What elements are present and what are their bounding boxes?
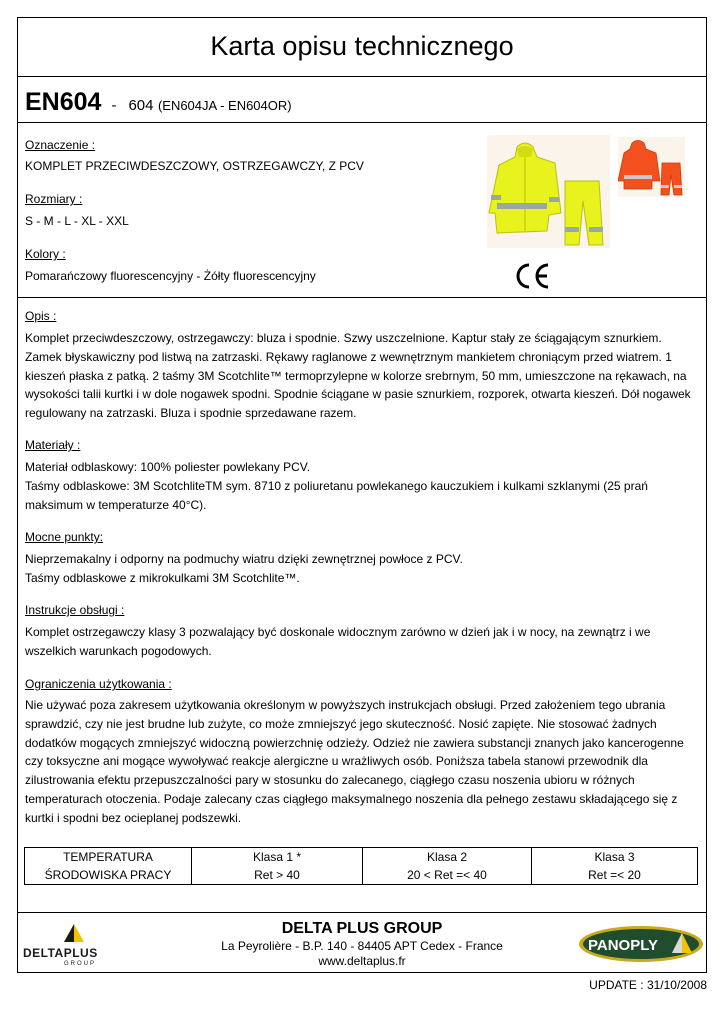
company-name: DELTA PLUS GROUP bbox=[281, 920, 443, 937]
ce-mark-icon bbox=[515, 262, 551, 290]
text-line: Zamek błyskawiczny pod listwą na zatrzaski. Rękawy raglanowe z wewnętrznym mankietem chroniącym przed wiatrem. 1 bbox=[25, 349, 672, 364]
colors-text: Pomarańczowy fluorescencyjny - Żółty fluorescencyjny bbox=[25, 269, 316, 283]
text-line: regulowany na zatrzaski. Bluza i spodnie sprzedawane razem. bbox=[25, 406, 357, 421]
table-row bbox=[25, 848, 698, 867]
designation-text: KOMPLET PRZECIWDESZCZOWY, OSTRZEGAWCZY, Z PCV bbox=[25, 159, 364, 173]
table-cell: Klasa 1 * bbox=[192, 848, 363, 867]
model-range: (EN604JA - EN604OR) bbox=[157, 98, 292, 113]
orange-rain-suit-image bbox=[618, 137, 685, 197]
text-line: dodatków mogących zmniejszyć widoczną powierzchnię odzieży. Odzież nie zawiera substancji znanych jako kancerogenne bbox=[25, 735, 684, 750]
limitations-text bbox=[25, 696, 705, 828]
table-cell: Klasa 3 bbox=[532, 848, 698, 867]
model-number: 604 bbox=[128, 97, 154, 114]
text-line: sprawdzić, czy nie jest brudne lub zużyte, co może zmniejszyć jego skuteczność. Nosić zapięte. Nie stosować żadnych bbox=[25, 716, 657, 731]
text-line: kurtki i spodni bez ocieplanej podszewki. bbox=[25, 810, 242, 825]
text-line: maksimum w temperaturze 40°C). bbox=[25, 497, 207, 512]
table-cell: Ret > 40 bbox=[192, 866, 363, 885]
text-line: kieszeń płaska z patką. 2 taśmy 3M Scotchlite™ termoprzylepne w kolorze srebrnym, 50 mm, umieszczone na rękawach, na bbox=[25, 368, 687, 383]
company-address: La Peyrolière - B.P. 140 - 84405 APT Cedex - France bbox=[221, 939, 503, 953]
strengths-text bbox=[25, 550, 705, 588]
table-cell: ŚRODOWISKA PRACY bbox=[25, 866, 192, 885]
text-line: zilustrowania efektu przepuszczalności pary w stosunku do zalecanego, ciągłego czasu noszenia ubioru w różnych bbox=[25, 773, 635, 788]
colors-heading: Kolory : bbox=[25, 247, 66, 261]
company-website: www.deltaplus.fr bbox=[318, 954, 406, 968]
materials-heading: Materiały : bbox=[25, 438, 81, 452]
ret-table bbox=[24, 847, 698, 885]
yellow-rain-suit-image bbox=[487, 135, 610, 248]
text-line: czy toksyczne ani mogące wywoływać reakcje alergiczne u wrażliwych osób. Poniższa tabela stanowi przewodnik dla bbox=[25, 754, 648, 769]
materials-text bbox=[25, 458, 705, 514]
table-row bbox=[25, 866, 698, 885]
table-cell: Klasa 2 bbox=[363, 848, 532, 867]
model-dash: - bbox=[111, 97, 117, 114]
text-line: Taśmy odblaskowe: 3M ScotchliteTM sym. 8710 z poliuretanu powlekanego kauczukiem i kulkami szklanymi (25 prań bbox=[25, 478, 648, 493]
divider bbox=[17, 297, 707, 298]
delta-plus-logo-text: DELTAPLUS bbox=[23, 946, 98, 960]
designation-heading: Oznaczenie : bbox=[25, 138, 96, 152]
description-text bbox=[25, 329, 705, 423]
description-heading: Opis : bbox=[25, 309, 57, 323]
table-cell: Ret =< 20 bbox=[532, 866, 698, 885]
sizes-heading: Rozmiary : bbox=[25, 192, 83, 206]
text-line: Nie używać poza zakresem użytkowania określonym w powyższych instrukcjach obsługi. Przed założeniem tego ubrania bbox=[25, 698, 666, 712]
divider bbox=[17, 122, 707, 123]
limitations-heading: Ograniczenia użytkowania : bbox=[25, 677, 172, 691]
instructions-text bbox=[25, 623, 705, 661]
text-line: wysokości talii kurtki i w dole nogawek spodni. Spodnie ściągane w pasie sznurkiem, rozporek, otwarta kieszeń. Dół nogawek bbox=[25, 387, 691, 402]
instructions-heading: Instrukcje obsługi : bbox=[25, 603, 125, 617]
footer-divider bbox=[17, 912, 707, 913]
text-line: temperaturach otoczenia. Podaje zalecany czas ciągłego maksymalnego noszenia dla pełnego zestawu składającego się z bbox=[25, 791, 678, 806]
text-line: Taśmy odblaskowe z mikrokulkami 3M Scotchlite™. bbox=[25, 570, 300, 585]
page-title: Karta opisu technicznego bbox=[17, 17, 707, 77]
strengths-heading: Mocne punkty: bbox=[25, 530, 104, 544]
model-heading bbox=[25, 88, 292, 117]
text-line: Nieprzemakalny i odporny na podmuchy wiatru dzięki zewnętrznej powłoce z PCV. bbox=[25, 552, 463, 566]
table-cell: 20 < Ret =< 40 bbox=[363, 866, 532, 885]
panoply-logo-text: PANOPLY bbox=[588, 937, 659, 954]
text-line: Materiał odblaskowy: 100% poliester powlekany PCV. bbox=[25, 460, 311, 474]
panoply-logo bbox=[578, 925, 704, 963]
update-date: UPDATE : 31/10/2008 bbox=[589, 978, 707, 992]
text-line: wszelkich warunkach pogodowych. bbox=[25, 643, 212, 658]
text-line: Komplet ostrzegawczy klasy 3 pozwalający być doskonale widocznym zarówno w dzień jak i w nocy, na zewnątrz i we bbox=[25, 625, 651, 639]
table-cell: TEMPERATURA bbox=[25, 848, 192, 867]
text-line: Komplet przeciwdeszczowy, ostrzegawczy: bluza i spodnie. Szwy uszczelnione. Kaptur stały ze ściągającym sznurkiem. bbox=[25, 331, 662, 345]
sizes-text: S - M - L - XL - XXL bbox=[25, 214, 129, 228]
delta-plus-logo-subtext: GROUP bbox=[64, 961, 97, 966]
product-code: EN604 bbox=[25, 88, 102, 116]
